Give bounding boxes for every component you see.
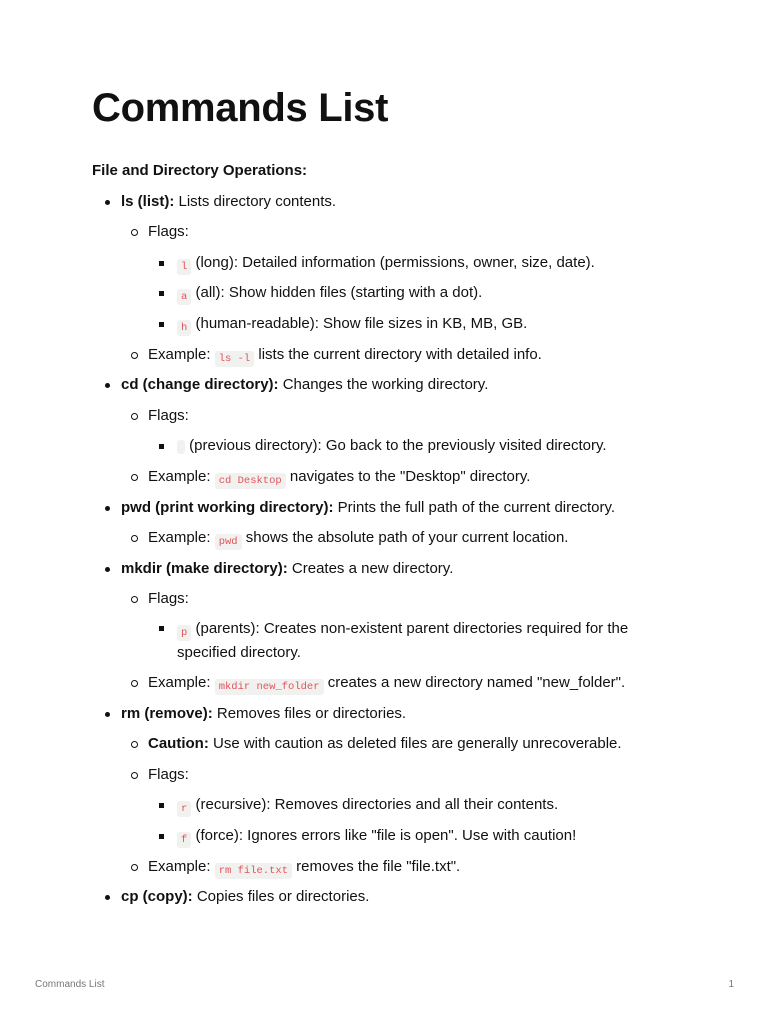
item-description: (previous directory): Go back to the previously visited directory. [185, 437, 607, 454]
inline-code: p [177, 625, 191, 641]
bullet-disc-icon [105, 383, 110, 388]
list-item [148, 671, 625, 695]
item-description: (parents): Creates non-existent parent directories required for the specified directory. [177, 620, 629, 661]
page-title: Commands List [92, 86, 389, 130]
bullet-circle-icon [131, 772, 138, 779]
bullet-circle-icon [131, 596, 138, 603]
bullet-disc-icon [105, 506, 110, 511]
list-item [177, 618, 687, 663]
item-prefix: Example: [148, 529, 215, 546]
bullet-disc-icon [105, 200, 110, 205]
command-name: ls (list): [121, 193, 175, 210]
command-name: mkdir (make directory): [121, 560, 288, 577]
list-item [148, 587, 189, 611]
item-description: (long): Detailed information (permissions, owner, size, date). [191, 254, 595, 271]
item-description: Removes files or directories. [212, 705, 407, 722]
list-item [177, 434, 607, 458]
item-description: removes the file "file.txt". [292, 858, 461, 875]
item-description: Copies files or directories. [192, 888, 370, 905]
bullet-circle-icon [131, 864, 138, 871]
list-item [121, 496, 615, 520]
list-item [177, 281, 482, 305]
item-description: Use with caution as deleted files are generally unrecoverable. [208, 735, 622, 752]
list-item [177, 824, 576, 848]
item-description: Changes the working directory. [278, 376, 489, 393]
item-description: Flags: [148, 766, 189, 783]
list-item [148, 732, 622, 756]
bullet-circle-icon [131, 229, 138, 236]
bullet-square-icon [159, 626, 164, 631]
list-item [121, 373, 488, 397]
item-prefix: Example: [148, 346, 215, 363]
bullet-disc-icon [105, 567, 110, 572]
footer-title: Commands List [35, 979, 105, 990]
bullet-circle-icon [131, 474, 138, 481]
command-name: Caution: [148, 735, 209, 752]
bullet-disc-icon [105, 712, 110, 717]
inline-code: mkdir new_folder [215, 679, 324, 695]
list-item [148, 526, 568, 550]
item-description: Flags: [148, 407, 189, 424]
inline-code [177, 440, 185, 454]
item-description: (recursive): Removes directories and all their contents. [191, 796, 559, 813]
bullet-circle-icon [131, 680, 138, 687]
item-prefix: Example: [148, 674, 215, 691]
inline-code: l [177, 259, 191, 275]
bullet-square-icon [159, 261, 164, 266]
bullet-disc-icon [105, 895, 110, 900]
item-description: creates a new directory named "new_folder". [323, 674, 626, 691]
item-description: Prints the full path of the current directory. [333, 499, 616, 516]
item-description: (force): Ignores errors like "file is open". Use with caution! [191, 827, 577, 844]
item-description: Creates a new directory. [287, 560, 454, 577]
inline-code: ls -l [215, 351, 255, 367]
command-name: cd (change directory): [121, 376, 279, 393]
bullet-circle-icon [131, 413, 138, 420]
bullet-square-icon [159, 291, 164, 296]
bullet-square-icon [159, 803, 164, 808]
item-description: Flags: [148, 590, 189, 607]
inline-code: rm file.txt [215, 863, 292, 879]
command-name: cp (copy): [121, 888, 193, 905]
item-prefix: Example: [148, 468, 215, 485]
list-item [121, 702, 406, 726]
item-description: Lists directory contents. [174, 193, 337, 210]
list-item [121, 885, 369, 909]
list-item [148, 404, 189, 428]
inline-code: a [177, 289, 191, 305]
inline-code: h [177, 320, 191, 336]
bullet-circle-icon [131, 352, 138, 359]
item-description: shows the absolute path of your current location. [241, 529, 569, 546]
item-prefix: Example: [148, 858, 215, 875]
bullet-square-icon [159, 322, 164, 327]
list-item [121, 557, 453, 581]
list-item [177, 793, 558, 817]
list-item [177, 251, 595, 275]
item-description: lists the current directory with detailed info. [254, 346, 542, 363]
bullet-circle-icon [131, 741, 138, 748]
inline-code: cd Desktop [215, 473, 286, 489]
list-item [148, 220, 189, 244]
bullet-square-icon [159, 444, 164, 449]
inline-code: pwd [215, 534, 242, 550]
list-item [148, 343, 542, 367]
command-name: rm (remove): [121, 705, 213, 722]
page-number: 1 [728, 979, 734, 990]
bullet-circle-icon [131, 535, 138, 542]
list-item [177, 312, 527, 336]
item-description: navigates to the "Desktop" directory. [285, 468, 531, 485]
bullet-square-icon [159, 834, 164, 839]
item-description: Flags: [148, 223, 189, 240]
list-item [148, 465, 530, 489]
list-item [121, 190, 336, 214]
inline-code: r [177, 801, 191, 817]
item-description: (human-readable): Show file sizes in KB, MB, GB. [191, 315, 528, 332]
list-item [148, 855, 460, 879]
command-name: pwd (print working directory): [121, 499, 334, 516]
inline-code: f [177, 832, 191, 848]
section-heading: File and Directory Operations: [92, 162, 308, 179]
list-item [148, 763, 189, 787]
item-description: (all): Show hidden files (starting with a dot). [191, 284, 483, 301]
